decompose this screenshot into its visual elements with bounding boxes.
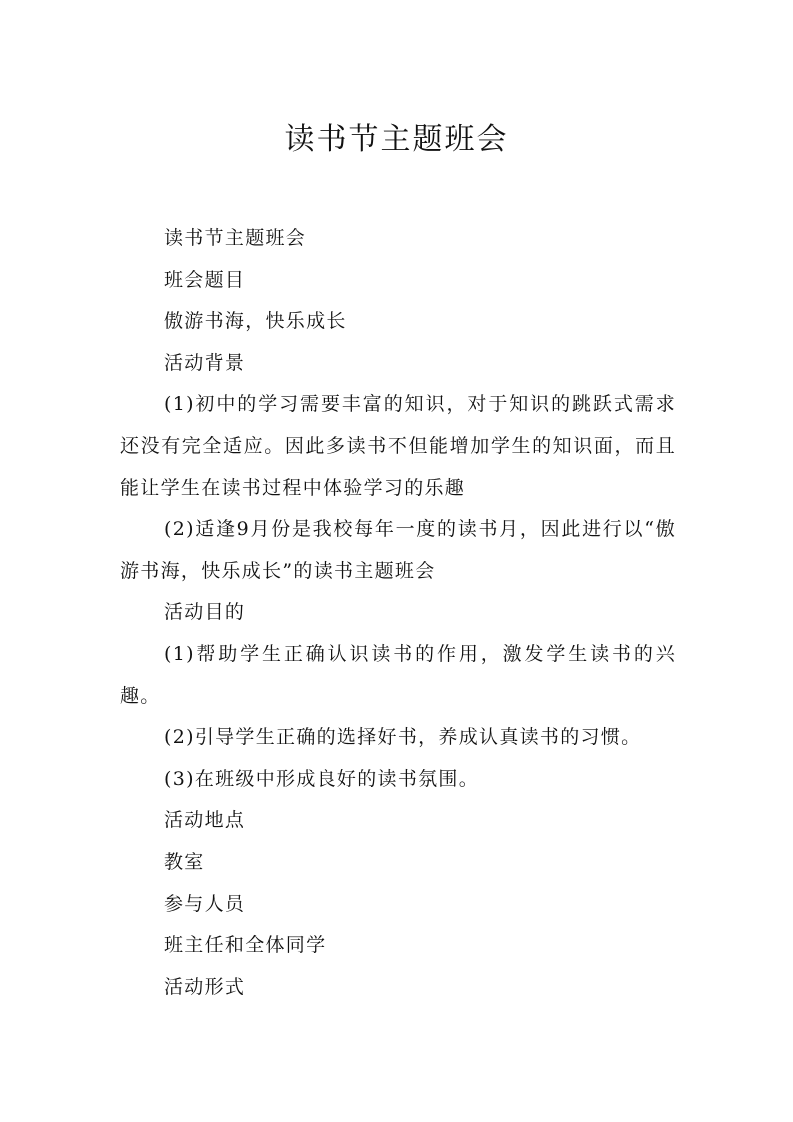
heading-background: 活动背景	[164, 351, 246, 374]
heading-participants: 参与人员	[164, 892, 246, 915]
paragraph-purpose-3: (3)在班级中形成良好的读书氛围。	[164, 767, 480, 790]
heading-location: 活动地点	[164, 809, 246, 832]
paragraph-topic: 傲游书海，快乐成长	[164, 310, 347, 333]
heading-meeting-topic: 班会题目	[164, 268, 246, 291]
document-body	[120, 218, 676, 1008]
paragraph-purpose-2: (2)引导学生正确的选择好书，养成认真读书的习惯。	[164, 726, 642, 749]
paragraph-participants: 班主任和全体同学	[164, 934, 327, 957]
page-title: 读书节主题班会	[284, 122, 509, 157]
paragraph-subtitle: 读书节主题班会	[164, 227, 307, 249]
paragraph-background-2: (2)适逢9月份是我校每年一度的读书月，因此进行以“傲游书海，快乐成长”的读书主题班会	[120, 518, 676, 582]
paragraph-background-1: (1)初中的学习需要丰富的知识，对于知识的跳跃式需求还没有完全适应。因此多读书不但能增加学生的知识面，而且能让学生在读书过程中体验学习的乐趣	[120, 393, 676, 499]
heading-format: 活动形式	[164, 975, 246, 998]
paragraph-location: 教室	[164, 850, 205, 873]
heading-purpose: 活动目的	[164, 601, 246, 624]
paragraph-purpose-1: (1)帮助学生正确认识读书的作用，激发学生读书的兴趣。	[120, 642, 676, 707]
